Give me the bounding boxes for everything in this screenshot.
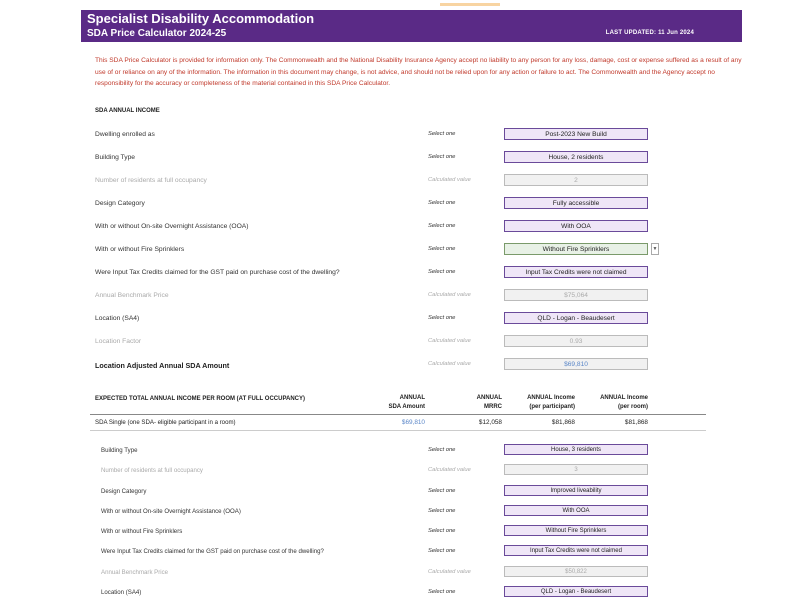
- row-annual-benchmark-price: [0, 289, 800, 307]
- row-label: Number of residents at full occupancy: [95, 177, 207, 184]
- section-title-per-room: EXPECTED TOTAL ANNUAL INCOME PER ROOM (AT FULL OCCUPANCY): [95, 396, 306, 402]
- row-location-adjusted-amount: [0, 358, 800, 376]
- row-label: Design Category: [101, 488, 147, 495]
- row-hint: Select one: [428, 154, 456, 160]
- sub-building-type-select[interactable]: House, 3 residents: [504, 444, 648, 455]
- row-hint: Calculated value: [428, 338, 471, 344]
- sub-location-select[interactable]: QLD - Logan - Beaudesert: [504, 586, 648, 597]
- row-input-tax-credits: [0, 266, 800, 284]
- row-label: Dwelling enrolled as: [95, 131, 155, 138]
- row-hint: Select one: [428, 488, 456, 494]
- row-ooa: [0, 220, 800, 238]
- table-divider: [90, 414, 706, 415]
- row-building-type: [0, 151, 800, 169]
- annual-benchmark-price-value: $75,064: [504, 289, 648, 301]
- row-label: Annual Benchmark Price: [95, 292, 169, 299]
- col-header-sda-amount: ANNUAL SDA Amount: [388, 395, 425, 410]
- sub-row-location: [0, 586, 800, 604]
- sub-row-annual-benchmark-price: [0, 566, 800, 584]
- row-hint: Select one: [428, 508, 456, 514]
- row-label: Location (SA4): [101, 589, 142, 596]
- sub-row-input-tax-credits: [0, 545, 800, 563]
- fire-sprinklers-select[interactable]: Without Fire Sprinklers: [504, 243, 648, 255]
- disclaimer-text: This SDA Price Calculator is provided for information only. The Commonwealth and the National Disability Insurance Agency accept no liability to any person for any loss, damage, cost or expense suffered as a result of any use of or reliance on any of the information. The information in this document may change, is not advice, and should not be relied upon for any action or failure to act. The Commonwealth and the Agency accept no responsibility for the accuracy or completeness of the material contained in this SDA Price Calculator.: [95, 57, 742, 87]
- row-label: Location Factor: [95, 338, 142, 345]
- row-label: Design Category: [95, 200, 145, 207]
- row-label: Annual Benchmark Price: [101, 569, 169, 576]
- sub-row-number-of-residents: [0, 464, 800, 482]
- row-label: Location Adjusted Annual SDA Amount: [95, 361, 230, 370]
- row-hint: Calculated value: [428, 177, 471, 183]
- sda-single-row-label: SDA Single (one SDA- eligible participant in a room): [95, 419, 236, 426]
- row-label: With or without Fire Sprinklers: [101, 528, 183, 535]
- row-label: Location (SA4): [95, 315, 140, 322]
- sub-row-fire-sprinklers: [0, 525, 800, 543]
- design-category-select[interactable]: Fully accessible: [504, 197, 648, 209]
- mrrc-cell: $12,058: [478, 419, 502, 426]
- location-factor-value: 0.93: [504, 335, 648, 347]
- sub-ooa-select[interactable]: With OOA: [504, 505, 648, 516]
- row-label: Were Input Tax Credits claimed for the GST paid on purchase cost of the dwelling?: [101, 548, 324, 555]
- row-hint: Select one: [428, 315, 456, 321]
- sda-amount-cell: $69,810: [401, 419, 425, 426]
- row-hint: Select one: [428, 200, 456, 206]
- row-fire-sprinklers: [0, 243, 800, 261]
- page-title: Specialist Disability Accommodation: [87, 11, 315, 26]
- building-type-select[interactable]: House, 2 residents: [504, 151, 648, 163]
- input-tax-credits-select[interactable]: Input Tax Credits were not claimed: [504, 266, 648, 278]
- dwelling-enrolled-select[interactable]: Post-2023 New Build: [504, 128, 648, 140]
- sub-row-building-type: [0, 444, 800, 462]
- row-design-category: [0, 197, 800, 215]
- location-select[interactable]: QLD - Logan - Beaudesert: [504, 312, 648, 324]
- row-hint: Calculated value: [428, 467, 471, 473]
- row-hint: Select one: [428, 223, 456, 229]
- row-location-factor: [0, 335, 800, 353]
- orange-decoration: [440, 3, 500, 6]
- header-banner: [81, 10, 742, 42]
- income-per-participant-cell: $81,868: [551, 419, 575, 426]
- sub-number-of-residents-value: 3: [504, 464, 648, 475]
- sub-fire-sprinklers-select[interactable]: Without Fire Sprinklers: [504, 525, 648, 536]
- income-per-room-cell: $81,868: [624, 419, 648, 426]
- row-number-of-residents: [0, 174, 800, 192]
- row-hint: Calculated value: [428, 361, 471, 367]
- table-divider: [90, 430, 706, 431]
- row-hint: Calculated value: [428, 569, 471, 575]
- row-label: Number of residents at full occupancy: [101, 467, 203, 474]
- row-label: With or without On-site Overnight Assistance (OOA): [95, 223, 249, 230]
- row-hint: Select one: [428, 589, 456, 595]
- row-hint: Select one: [428, 548, 456, 554]
- col-header-income-per-room: ANNUAL Income (per room): [600, 395, 648, 410]
- row-hint: Select one: [428, 131, 456, 137]
- row-label: Were Input Tax Credits claimed for the GST paid on purchase cost of the dwelling?: [95, 269, 340, 276]
- row-hint: Select one: [428, 528, 456, 534]
- sub-design-category-select[interactable]: Improved liveability: [504, 485, 648, 496]
- row-label: Building Type: [95, 154, 136, 161]
- sub-row-ooa: [0, 505, 800, 523]
- row-hint: Calculated value: [428, 292, 471, 298]
- page-subtitle: SDA Price Calculator 2024-25: [87, 28, 227, 39]
- row-label: With or without Fire Sprinklers: [95, 246, 185, 253]
- sub-input-tax-credits-select[interactable]: Input Tax Credits were not claimed: [504, 545, 648, 556]
- location-adjusted-amount-value: $69,810: [504, 358, 648, 370]
- row-location: [0, 312, 800, 330]
- row-label: Building Type: [101, 447, 138, 454]
- ooa-select[interactable]: With OOA: [504, 220, 648, 232]
- row-hint: Select one: [428, 246, 456, 252]
- number-of-residents-value: 2: [504, 174, 648, 186]
- section-title-annual-income: SDA ANNUAL INCOME: [95, 108, 160, 114]
- col-header-mrrc: ANNUAL MRRC: [476, 395, 502, 410]
- row-label: With or without On-site Overnight Assistance (OOA): [101, 508, 241, 515]
- last-updated: LAST UPDATED: 11 Jun 2024: [605, 30, 694, 36]
- col-header-income-per-participant: ANNUAL Income (per participant): [527, 395, 575, 410]
- row-dwelling-enrolled: [0, 128, 800, 146]
- sub-annual-benchmark-price-value: $50,822: [504, 566, 648, 577]
- chevron-down-icon[interactable]: ▼: [651, 243, 659, 255]
- row-hint: Select one: [428, 269, 456, 275]
- sub-row-design-category: [0, 485, 800, 503]
- row-hint: Select one: [428, 447, 456, 453]
